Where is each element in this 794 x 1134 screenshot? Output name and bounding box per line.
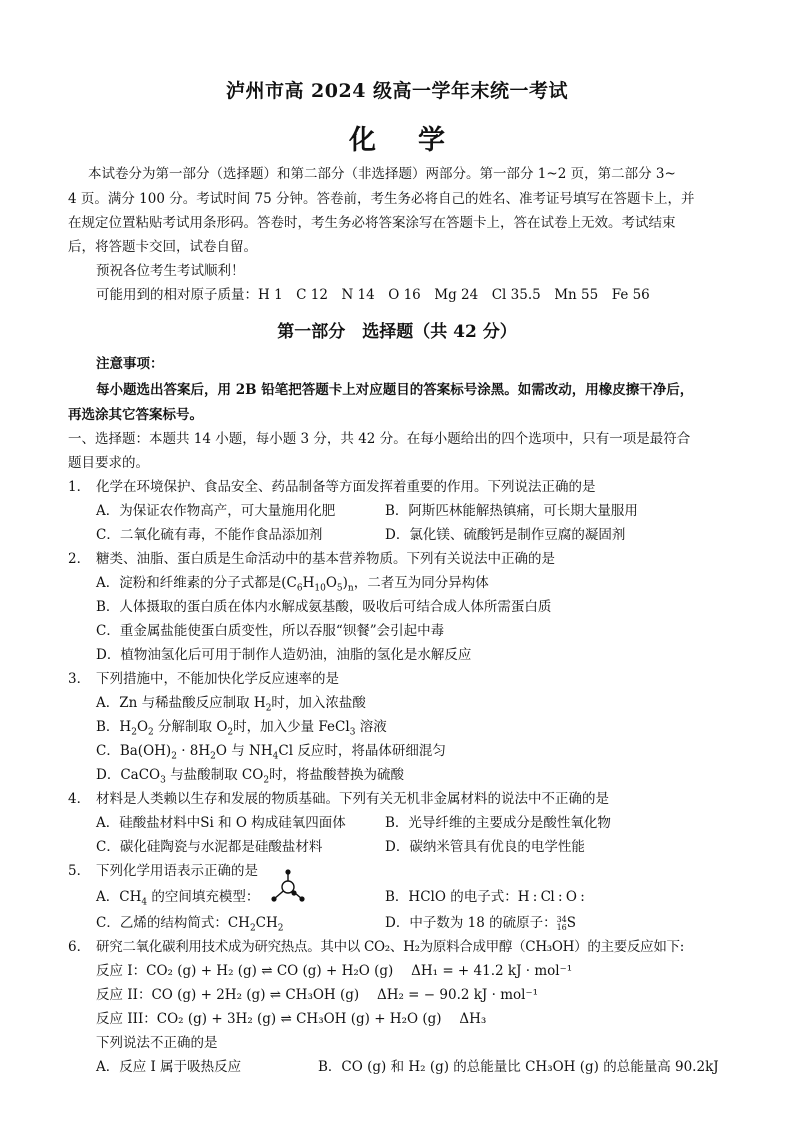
instruction-line-2: 题目要求的。 <box>68 455 149 471</box>
q6-option-a: A．反应 I 属于吸热反应 <box>96 1059 242 1075</box>
exam-title: 泸州市高 2024 级高一学年末统一考试 <box>225 80 569 102</box>
subject-title: 化学 <box>349 125 487 156</box>
q3-number: 3． <box>68 671 91 687</box>
q3-option-c: C．$Ba(OH)_2 \cdot 8H_2O$ 与 $NH_4Cl$ 反应时，将晶体研细混匀 <box>96 743 446 762</box>
q2-option-d: D．植物油氢化后可用于制作人造奶油，油脂的氢化是水解反应 <box>96 647 472 663</box>
q6-stem: 研究二氧化碳利用技术成为研究热点。其中以 CO₂、H₂为原料合成甲醇（CH₃OH）的主要反应如下: <box>96 939 684 955</box>
q2-number: 2． <box>68 551 91 567</box>
q3-option-d: D．CaCO$_3$ 与盐酸制取 $CO_2$时，将盐酸替换为硫酸 <box>96 767 405 786</box>
q2-option-c: C．重金属盐能使蛋白质变性，所以吞服“钡餐”会引起中毒 <box>96 623 445 639</box>
q4-option-d: D．碳纳米管具有优良的电学性能 <box>385 839 585 855</box>
methane-model-image <box>270 869 306 905</box>
q2-stem: 糖类、油脂、蛋白质是生命活动中的基本营养物质。下列有关说法中正确的是 <box>96 551 555 567</box>
notice-line-2: 再选涂其它答案标号。 <box>68 407 203 423</box>
intro-line-3: 在规定位置粘贴考试用条形码。答卷时，考生务必将答案涂写在答题卡上，答在试卷上无效。考试结束 <box>68 215 676 231</box>
part-one-heading: 第一部分 选择题（共 42 分） <box>277 322 517 342</box>
q5-option-a: A．$CH_4$ 的空间填充模型： <box>96 889 260 908</box>
atomic-mass-line: 可能用到的相对原子质量：H 1 C 12 N 14 O 16 Mg 24 Cl 35.5 Mn 55 Fe 56 <box>96 287 650 303</box>
q3-stem: 下列措施中，不能加快化学反应速率的是 <box>96 671 339 687</box>
q1-option-d: D．氯化镁、硫酸钙是制作豆腐的凝固剂 <box>385 527 626 543</box>
q2-option-a: A．淀粉和纤维素的分子式都是$(C_6H_{10}O_5)_n$，二者互为同分异构体 <box>96 575 489 594</box>
instruction-line-1: 一、选择题：本题共 14 小题，每小题 3 分，共 42 分。在每小题给出的四个选项中，只有一项是最符合 <box>68 431 691 447</box>
q1-stem: 化学在环境保护、食品安全、药品制备等方面发挥着重要的作用。下列说法正确的是 <box>96 479 596 495</box>
q4-number: 4． <box>68 791 91 807</box>
q6-number: 6． <box>68 939 91 955</box>
q5-option-c: C．乙烯的结构简式：$CH_2CH_2$ <box>96 915 284 934</box>
q4-option-a: A．硅酸盐材料中Si 和 O 构成硅氧四面体 <box>96 815 346 831</box>
q1-number: 1． <box>68 479 91 495</box>
q4-stem: 材料是人类赖以生存和发展的物质基础。下列有关无机非金属材料的说法中不正确的是 <box>96 791 609 807</box>
q3-option-a: A．Zn 与稀盐酸反应制取 $H_2$时，加入浓盐酸 <box>96 695 366 714</box>
q4-option-b: B．光导纤维的主要成分是酸性氧化物 <box>385 815 611 831</box>
notice-line-1: 每小题选出答案后，用 2B 铅笔把答题卡上对应题目的答案标号涂黑。如需改动，用橡皮擦干净后， <box>96 382 694 398</box>
sulfur-atomic-number: 16 <box>556 922 567 932</box>
q2-option-b: B．人体摄取的蛋白质在体内水解成氨基酸，吸收后可结合成人体所需蛋白质 <box>96 599 552 615</box>
intro-line-4: 后，将答题卡交回，试卷自留。 <box>68 239 257 255</box>
q1-option-c: C．二氧化硫有毒，不能作食品添加剂 <box>96 527 323 543</box>
q5-option-d: D．中子数为 18 的硫原子： 34 16 S <box>385 914 577 932</box>
wish-line: 预祝各位考生考试顺利！ <box>96 263 245 279</box>
q5-number: 5． <box>68 863 91 879</box>
intro-line-2: 4 页。满分 100 分。考试时间 75 分钟。答卷前，考生务必将自己的姓名、准考证号填写在答题卡上，并 <box>68 191 695 207</box>
q6-question: 下列说法不正确的是 <box>96 1035 218 1051</box>
q6-option-b: B．CO (g) 和 H₂ (g) 的总能量比 CH₃OH (g) 的总能量高 90.2kJ <box>318 1059 719 1075</box>
q1-option-b: B．阿斯匹林能解热镇痛，可长期大量服用 <box>385 503 638 519</box>
q5-stem: 下列化学用语表示正确的是 <box>96 863 258 879</box>
q5-option-b: B．HClO 的电子式：H : Cl : O : <box>385 889 585 905</box>
q6-reaction-1: 反应 I：CO₂ (g) + H₂ (g) ⇌ CO (g) + H₂O (g) ΔH₁ = + 41.2 kJ · mol⁻¹ <box>96 963 573 979</box>
q3-option-b: B．$H_2O_2$ 分解制取 $O_2$时，加入少量 FeCl$_3$ 溶液 <box>96 719 387 738</box>
q6-reaction-2: 反应 II：CO (g) + 2H₂ (g) ⇌ CH₃OH (g) ΔH₂ = − 90.2 kJ · mol⁻¹ <box>96 987 538 1003</box>
hclo-electron-formula: H : Cl : O : <box>517 889 585 905</box>
q6-reaction-3: 反应 III：CO₂ (g) + 3H₂ (g) ⇌ CH₃OH (g) + H₂O (g) ΔH₃ <box>96 1011 487 1027</box>
notice-title: 注意事项： <box>96 356 164 372</box>
sulfur-mass-number: 34 <box>556 914 567 924</box>
q4-option-c: C．碳化硅陶瓷与水泥都是硅酸盐材料 <box>96 839 323 855</box>
intro-line-1: 本试卷分为第一部分（选择题）和第二部分（非选择题）两部分。第一部分 1~2 页，第二部分 3~ <box>88 166 676 182</box>
q1-option-a: A．为保证农作物高产，可大量施用化肥 <box>96 503 336 519</box>
